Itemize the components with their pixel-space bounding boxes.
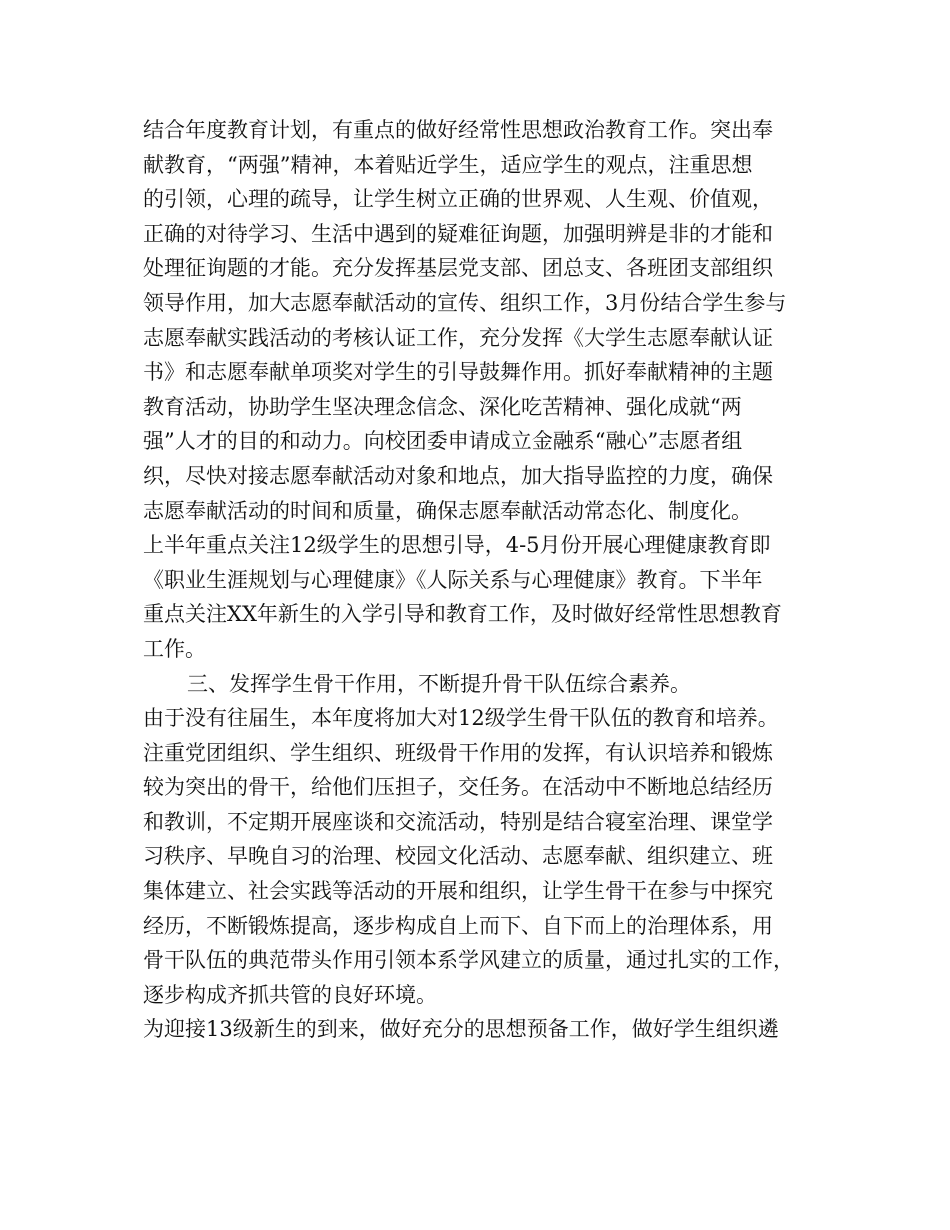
- paragraph-line: 为迎接13级新生的到来，做好充分的思想预备工作，做好学生组织遴: [143, 1017, 779, 1042]
- paragraph-line: 书》和志愿奉献单项奖对学生的引导鼓舞作用。抓好奉献精神的主题: [143, 360, 773, 385]
- paragraph-line: 上半年重点关注12级学生的思想引导，4-5月份开展心理健康教育即: [143, 533, 771, 558]
- paragraph-line: 较为突出的骨干，给他们压担子，交任务。在活动中不断地总结经历: [143, 775, 773, 800]
- paragraph-line: 领导作用，加大志愿奉献活动的宣传、组织工作，3月份结合学生参与: [143, 290, 787, 315]
- paragraph-line: 志愿奉献实践活动的考核认证工作，充分发挥《大学生志愿奉献认证: [143, 325, 773, 350]
- paragraph-line: 工作。: [143, 636, 206, 661]
- paragraph-line: 处理征询题的才能。充分发挥基层党支部、团总支、各班团支部组织: [143, 256, 773, 281]
- paragraph-line: 集体建立、社会实践等活动的开展和组织，让学生骨干在参与中探究: [143, 879, 773, 904]
- paragraph-line: 献教育，“两强”精神，本着贴近学生，适应学生的观点，注重思想: [143, 152, 753, 177]
- paragraph-line: 《职业生涯规划与心理健康》《人际关系与心理健康》教育。下半年: [143, 567, 763, 592]
- section-heading: 三、发挥学生骨干作用，不断提升骨干队伍综合素养。: [187, 671, 691, 696]
- paragraph-line: 习秩序、早晚自习的治理、校园文化活动、志愿奉献、组织建立、班: [143, 844, 773, 869]
- paragraph-line: 织，尽快对接志愿奉献活动对象和地点，加大指导监控的力度，确保: [143, 463, 773, 488]
- paragraph-line: 经历，不断锻炼提高，逐步构成自上而下、自下而上的治理体系，用: [143, 913, 773, 938]
- paragraph-line: 逐步构成齐抓共管的良好环境。: [143, 982, 437, 1007]
- paragraph-line: 结合年度教育计划，有重点的做好经常性思想政治教育工作。突出奉: [143, 118, 773, 142]
- paragraph-line: 由于没有往届生，本年度将加大对12级学生骨干队伍的教育和培养。: [143, 706, 779, 731]
- paragraph-line: 重点关注XX年新生的入学引导和教育工作，及时做好经常性思想教育: [143, 602, 782, 627]
- paragraph-line: 注重党团组织、学生组织、班级骨干作用的发挥，有认识培养和锻炼: [143, 740, 773, 765]
- paragraph-line: 强”人才的目的和动力。向校团委申请成立金融系“融心”志愿者组: [143, 429, 743, 454]
- paragraph-line: 的引领，心理的疏导，让学生树立正确的世界观、人生观、价值观，: [143, 187, 773, 212]
- paragraph-line: 骨干队伍的典范带头作用引领本系学风建立的质量，通过扎实的工作，: [143, 948, 794, 973]
- paragraph-line: 教育活动，协助学生坚决理念信念、深化吃苦精神、强化成就“两: [143, 394, 742, 419]
- paragraph-line: 志愿奉献活动的时间和质量，确保志愿奉献活动常态化、制度化。: [143, 498, 752, 523]
- paragraph-line: 和教训，不定期开展座谈和交流活动，特别是结合寝室治理、课堂学: [143, 809, 773, 834]
- paragraph-line: 正确的对待学习、生活中遇到的疑难征询题，加强明辨是非的才能和: [143, 221, 773, 246]
- document-body: [143, 113, 833, 1047]
